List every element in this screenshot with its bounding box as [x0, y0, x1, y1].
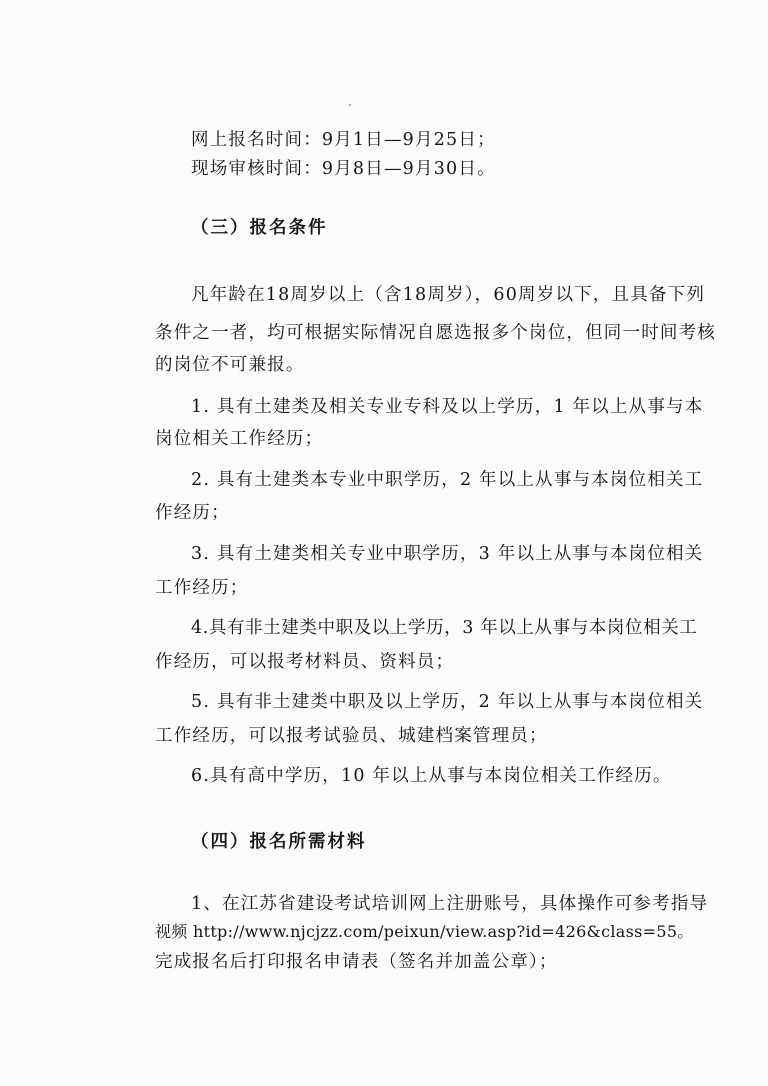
onsite-review-time: 现场审核时间：9月8日—9月30日。 [191, 159, 496, 179]
condition-item-3-line-1: 3. 具有土建类相关专业中职学历，3 年以上从事与本岗位相关 [191, 544, 704, 564]
condition-item-4-line-2: 作经历，可以报考材料员、资料员； [155, 652, 455, 672]
condition-item-6: 6.具有高中学历，10 年以上从事与本岗位相关工作经历。 [191, 766, 672, 786]
section-heading-conditions: （三）报名条件 [191, 218, 328, 238]
conditions-intro-line-1: 凡年龄在18周岁以上（含18周岁），60周岁以下，且具备下列 [191, 285, 706, 305]
condition-item-5-line-2: 工作经历，可以报考试验员、城建档案管理员； [155, 726, 548, 746]
conditions-intro-line-3: 的岗位不可兼报。 [155, 355, 305, 375]
scan-speck [349, 104, 351, 106]
materials-line-2-url: 视频 http://www.njcjzz.com/peixun/view.asp?id=426&class=55。 [155, 922, 694, 941]
condition-item-1-line-1: 1. 具有土建类及相关专业专科及以上学历，1 年以上从事与本 [191, 397, 704, 417]
condition-item-4-line-1: 4.具有非土建类中职及以上学历，3 年以上从事与本岗位相关工 [191, 618, 698, 638]
condition-item-1-line-2: 岗位相关工作经历； [155, 429, 324, 449]
condition-item-2-line-2: 作经历； [155, 503, 230, 523]
materials-line-1: 1、在江苏省建设考试培训网上注册账号，具体操作可参考指导 [191, 894, 709, 914]
materials-line-3: 完成报名后打印报名申请表（签名并加盖公章）； [155, 952, 558, 972]
condition-item-3-line-2: 工作经历； [155, 578, 249, 598]
section-heading-materials: （四）报名所需材料 [191, 832, 367, 852]
condition-item-5-line-1: 5. 具有非土建类中职及以上学历，2 年以上从事与本岗位相关 [191, 692, 704, 712]
condition-item-2-line-1: 2. 具有土建类本专业中职学历，2 年以上从事与本岗位相关工 [191, 470, 704, 490]
online-registration-time: 网上报名时间：9月1日—9月25日； [191, 130, 496, 150]
conditions-intro-line-2: 条件之一者，均可根据实际情况自愿选报多个岗位，但同一时间考核 [155, 323, 716, 343]
